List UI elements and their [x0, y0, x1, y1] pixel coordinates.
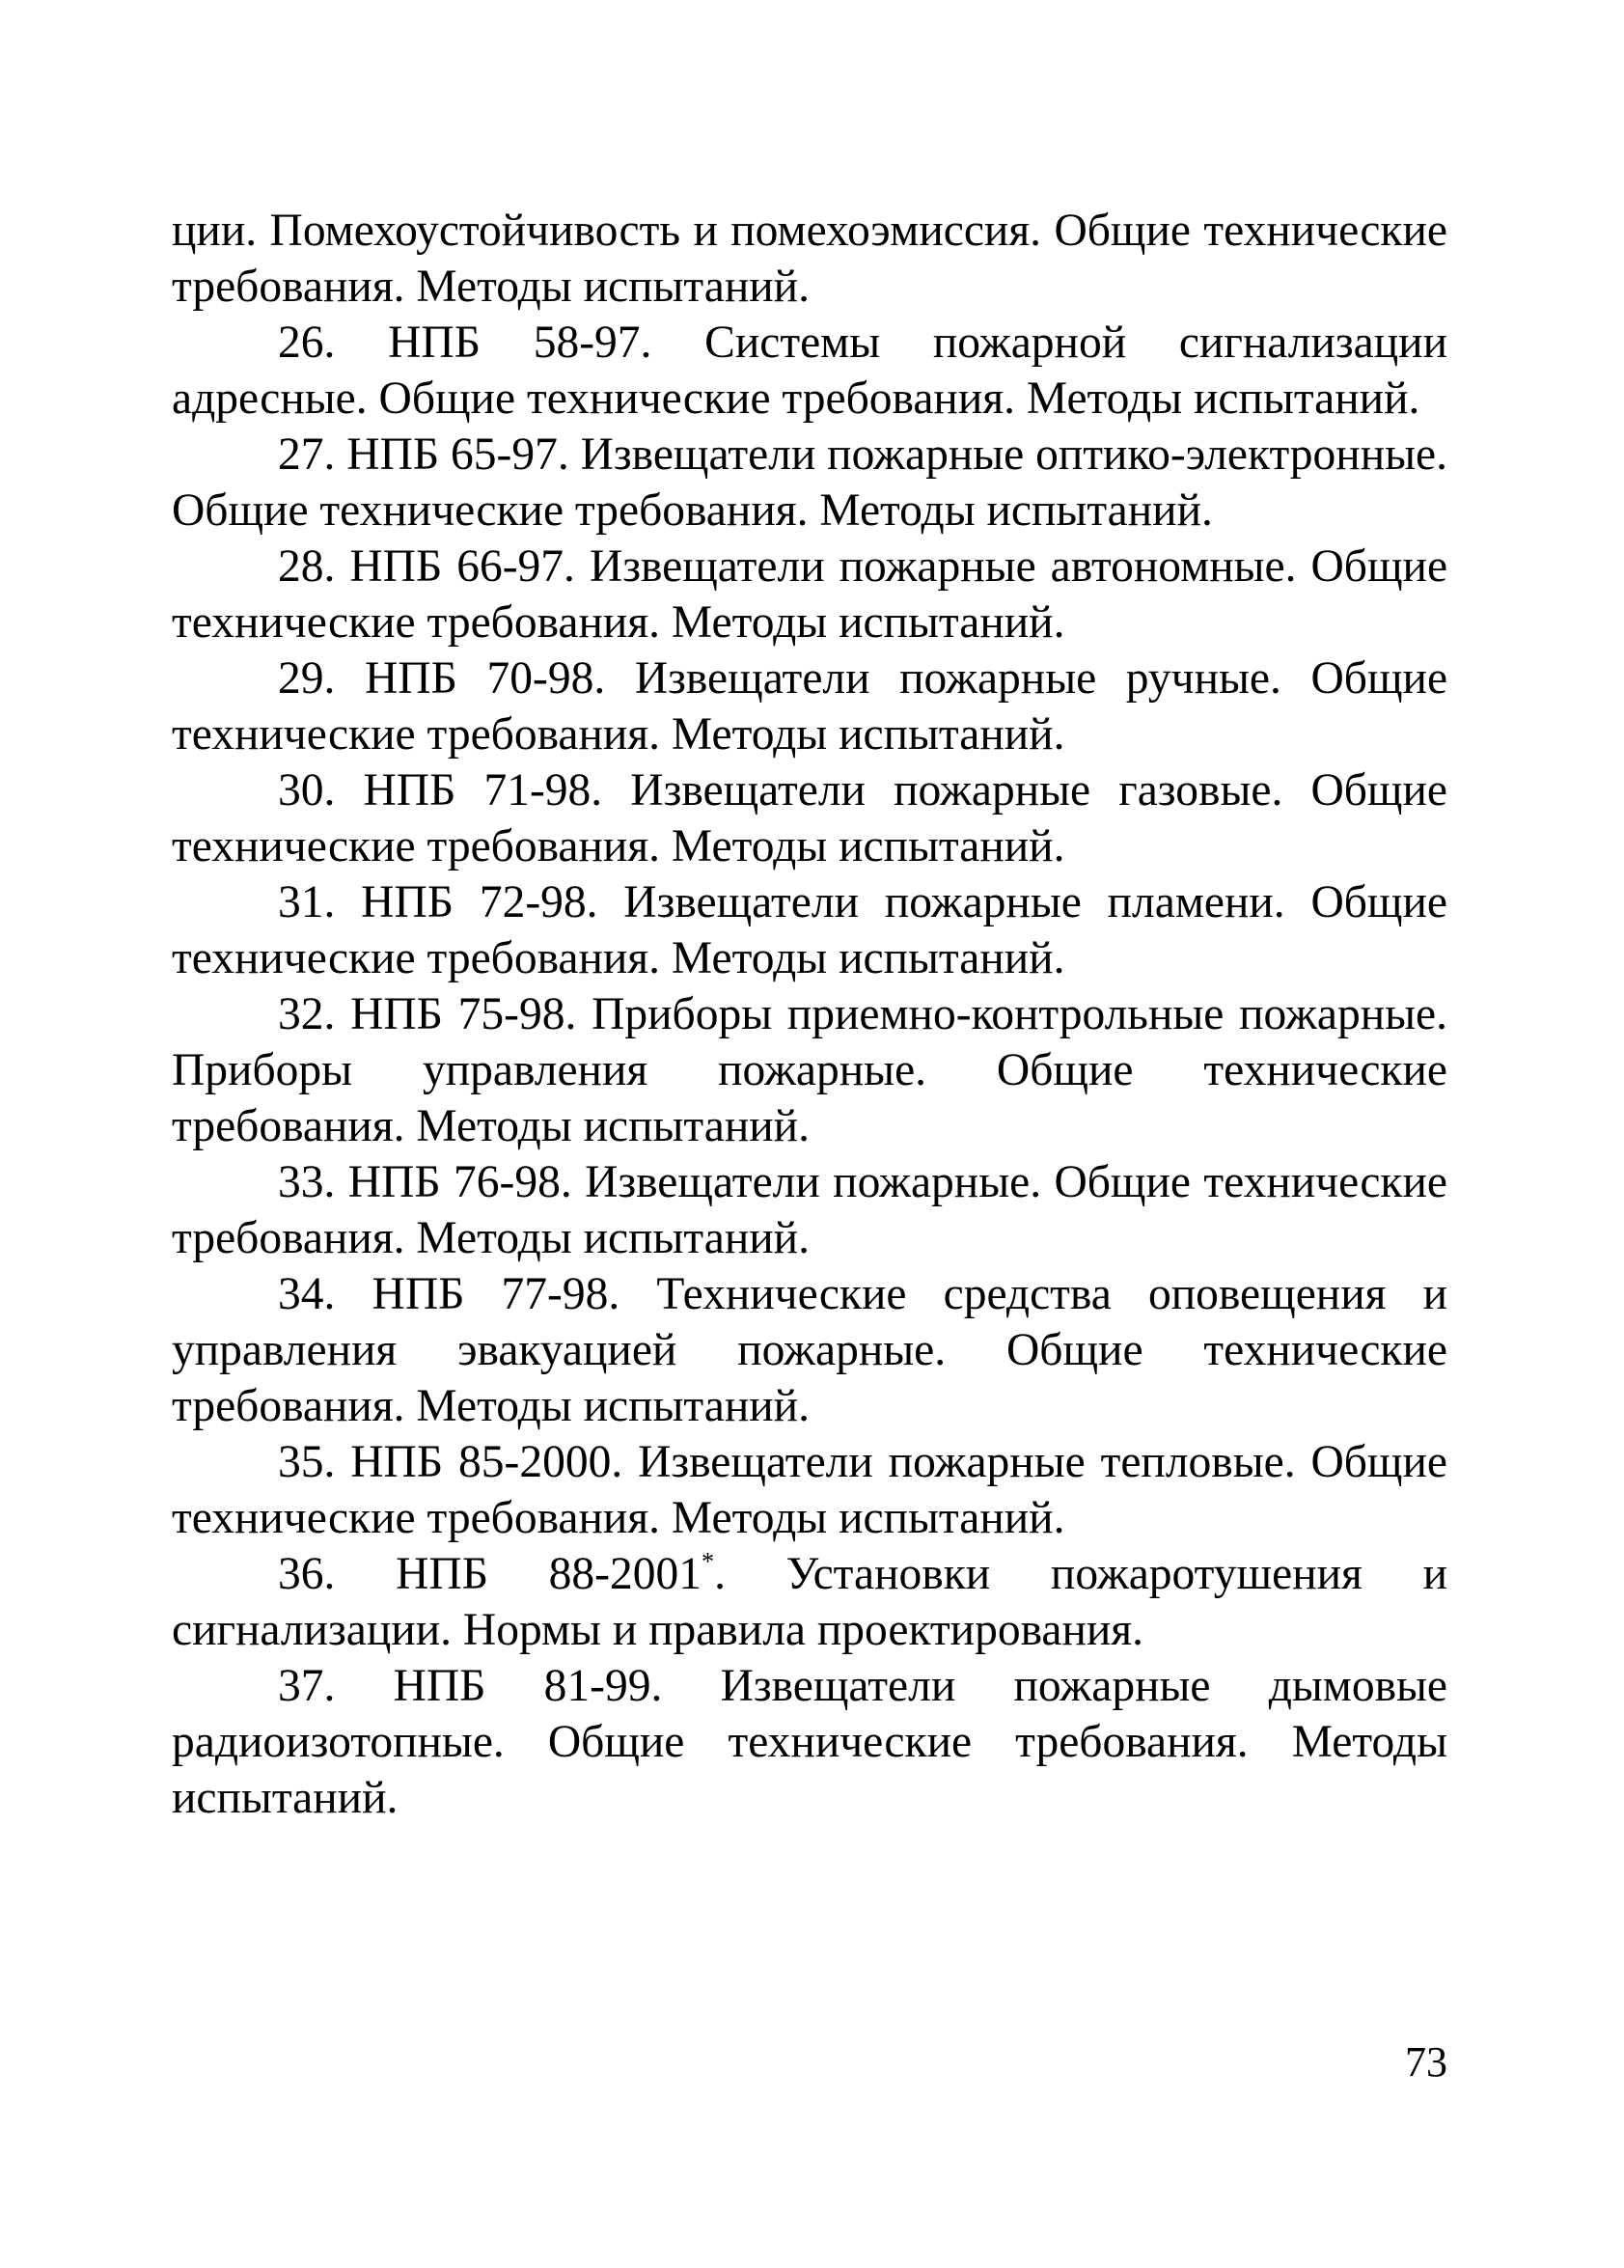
item-number: 35.	[278, 1437, 336, 1487]
item-text: Извещатели пожарные дымовые радиоизотопные. Общие технические требования. Методы испытаний.	[172, 1661, 1448, 1823]
item-number: 29.	[278, 653, 336, 704]
item-text: Извещатели пожарные тепловые. Общие технические требования. Методы испытаний.	[172, 1437, 1448, 1543]
item-code: НПБ 65-97.	[346, 429, 569, 480]
list-item	[172, 650, 1447, 762]
item-number: 30.	[278, 765, 336, 816]
item-code: НПБ 81-99.	[393, 1661, 663, 1711]
item-code: НПБ 85-2000.	[350, 1437, 623, 1487]
list-item	[172, 539, 1447, 650]
item-code: НПБ 77-98.	[372, 1269, 620, 1319]
item-number: 33.	[278, 1157, 336, 1207]
item-text: Извещатели пожарные газовые. Общие технические требования. Методы испытаний.	[172, 765, 1447, 871]
list-item	[172, 427, 1447, 539]
item-text: Технические средства оповещения и управления эвакуацией пожарные. Общие технические требования. Методы испытаний.	[172, 1269, 1448, 1431]
item-number: 27.	[278, 429, 336, 480]
list-item	[172, 1434, 1447, 1546]
item-code: НПБ 71-98.	[363, 765, 603, 816]
item-code-footnote-mark: *	[702, 1547, 715, 1576]
list-item	[172, 1266, 1447, 1434]
item-code-text: НПБ 88-2001	[396, 1549, 702, 1599]
list-item	[172, 1154, 1447, 1266]
item-number: 28.	[278, 541, 336, 592]
item-number: 36.	[278, 1549, 336, 1599]
item-text: Извещатели пожарные. Общие технические требования. Методы испытаний.	[172, 1157, 1447, 1263]
page-number: 73	[1405, 2038, 1447, 2086]
item-code: НПБ 66-97.	[349, 541, 575, 592]
list-item	[172, 315, 1447, 427]
list-item	[172, 986, 1447, 1154]
item-code	[396, 1549, 726, 1599]
item-code: НПБ 75-98.	[350, 989, 577, 1039]
item-number: 32.	[278, 989, 336, 1039]
item-text: Извещатели пожарные пламени. Общие технические требования. Методы испытаний.	[172, 877, 1447, 983]
item-text: Системы пожарной сигнализации адресные. Общие технические требования. Методы испытаний.	[172, 318, 1447, 424]
item-number: 31.	[278, 877, 336, 927]
item-number: 26.	[278, 318, 336, 368]
item-text: Извещатели пожарные автономные. Общие технические требования. Методы испытаний.	[172, 541, 1448, 648]
item-text: Приборы приемно-контрольные пожарные. Приборы управления пожарные. Общие технические требования. Методы испытаний.	[172, 989, 1447, 1151]
item-number: 34.	[278, 1269, 336, 1319]
list-item	[172, 762, 1447, 874]
item-number: 37.	[278, 1661, 336, 1711]
item-code: НПБ 58-97.	[388, 318, 652, 368]
continuation-paragraph: ции. Помехоустойчивость и помехоэмиссия. Общие технические требования. Методы испытаний.	[172, 206, 1447, 312]
list-item	[172, 874, 1447, 986]
item-text: Извещатели пожарные ручные. Общие технические требования. Методы испытаний.	[172, 653, 1448, 760]
item-code-period: .	[714, 1549, 726, 1599]
list-item	[172, 1658, 1447, 1826]
item-text: Извещатели пожарные оптико-электронные. Общие технические требования. Методы испытаний.	[172, 429, 1448, 536]
item-code: НПБ 70-98.	[365, 653, 606, 704]
item-code: НПБ 76-98.	[347, 1157, 572, 1207]
item-code: НПБ 72-98.	[361, 877, 598, 927]
reference-list	[172, 203, 1447, 1826]
item-text: Установки пожаротушения и сигнализации. Нормы и правила проектирования.	[172, 1549, 1448, 1655]
list-item	[172, 1546, 1447, 1658]
